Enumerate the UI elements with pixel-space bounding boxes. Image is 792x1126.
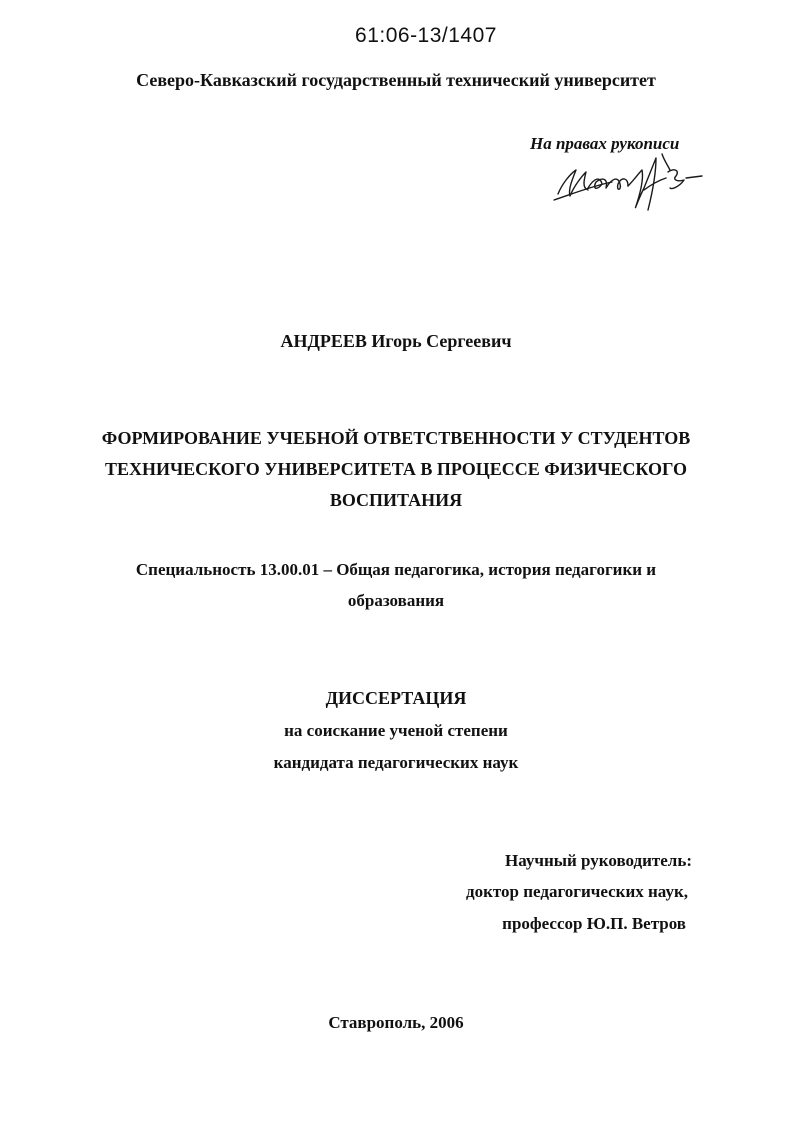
specialty-line: образования bbox=[347, 591, 445, 610]
thesis-title-line: ФОРМИРОВАНИЕ УЧЕБНОЙ ОТВЕТСТВЕННОСТИ У СТУДЕНТОВ bbox=[101, 428, 691, 448]
specialty-line: Специальность 13.00.01 – Общая педагогика, история педагогики и bbox=[135, 560, 657, 579]
university-name: Северо-Кавказский государственный технический университет bbox=[136, 70, 656, 90]
rights-note: На правах рукописи bbox=[530, 134, 680, 153]
degree-purpose-line: на соискание ученой степени bbox=[284, 721, 508, 740]
supervisor-name: профессор Ю.П. Ветров bbox=[502, 914, 686, 933]
handwritten-signature bbox=[552, 150, 712, 222]
signature-stroke bbox=[558, 170, 588, 196]
degree-purpose-line: кандидата педагогических наук bbox=[273, 753, 519, 772]
thesis-title-line: ТЕХНИЧЕСКОГО УНИВЕРСИТЕТА В ПРОЦЕССЕ ФИЗИЧЕСКОГО bbox=[104, 459, 688, 479]
signature-stroke bbox=[662, 154, 670, 170]
supervisor-degree: доктор педагогических наук, bbox=[466, 882, 688, 901]
catalog-number: 61:06-13/1407 bbox=[355, 24, 497, 47]
signature-stroke bbox=[686, 176, 702, 178]
supervisor-label: Научный руководитель: bbox=[505, 851, 692, 870]
document-type: ДИССЕРТАЦИЯ bbox=[325, 688, 467, 708]
thesis-title-line: ВОСПИТАНИЯ bbox=[329, 490, 463, 510]
signature-stroke bbox=[588, 179, 628, 189]
author-name: АНДРЕЕВ Игорь Сергеевич bbox=[280, 331, 512, 351]
place-and-year: Ставрополь, 2006 bbox=[328, 1013, 464, 1032]
signature-stroke bbox=[668, 170, 684, 189]
